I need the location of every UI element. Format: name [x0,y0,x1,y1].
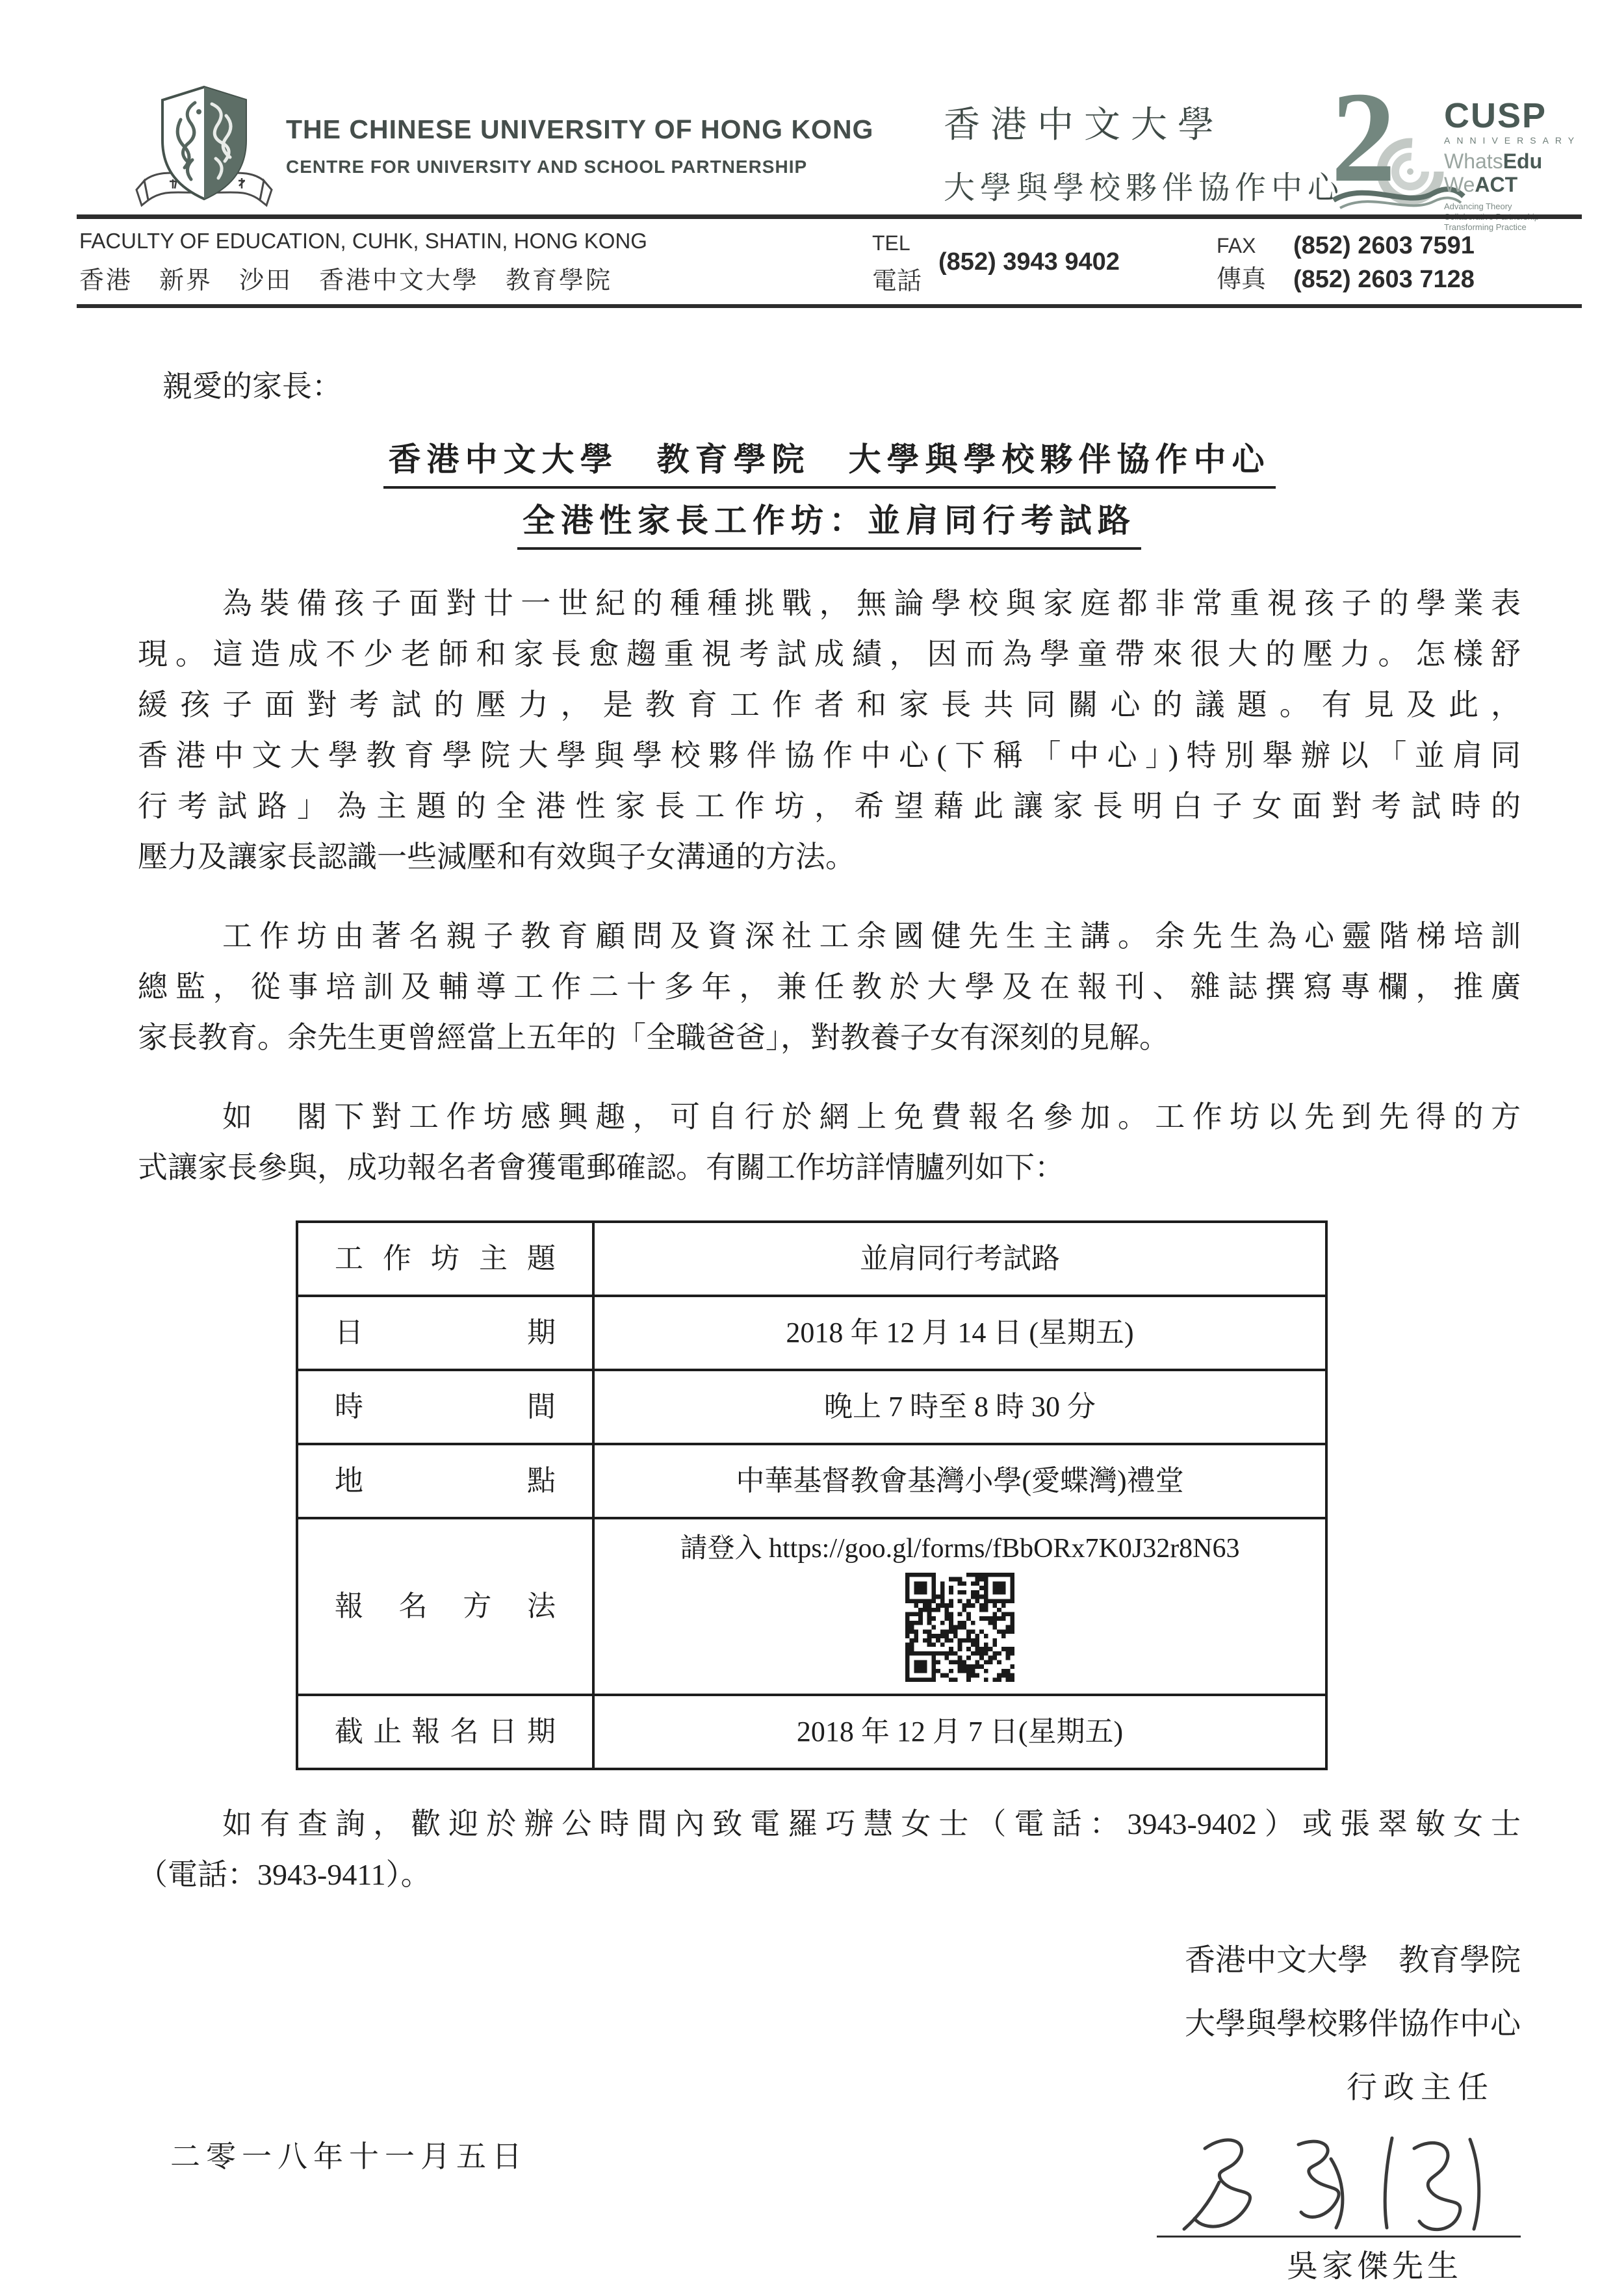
row-label: 地點 [297,1444,593,1518]
row-label: 截止報名日期 [297,1695,593,1769]
paragraph-3-line: 式讓家長參與，成功報名者會獲電郵確認。有關工作坊詳情臚列如下： [138,1151,1065,1184]
row-value: 中華基督教會基灣小學(愛蝶灣)禮堂 [593,1444,1326,1518]
fax-label-en: FAX [1217,234,1256,257]
qr-code [905,1573,1014,1682]
registration-url: https://goo.gl/forms/fBbORx7K0J32r8N63 [768,1534,1240,1564]
cusp-tagline-1: Advancing Theory [1444,201,1512,211]
paragraph-1-line: 壓力及讓家長認識一些減壓和有效與子女溝通的方法。 [138,840,855,873]
cusp-brand-whatsedu [1444,149,1581,173]
cusp-tagline-3: Transforming Practice [1444,222,1527,232]
registration-url-line [602,1529,1317,1569]
cusp-brand-we: We [1444,173,1475,196]
fax-block [1217,229,1475,296]
signatory-name: 吳家傑先生 [1286,2249,1462,2284]
row-label: 日期 [297,1296,593,1370]
centre-name-zh: 大學與學校夥伴協作中心 [944,171,1345,205]
table-row [297,1444,1326,1518]
cusp-numeral-2: 2 [1331,73,1396,209]
table-row [297,1695,1326,1769]
paragraph-4-line: 如有查詢，歡迎於辦公時間內致電羅巧慧女士（電話：3943-9402）或張翠敏女士 [222,1807,1521,1840]
handwritten-signature [1157,2122,1521,2239]
cusp-brand-whats: Whats [1444,149,1503,173]
letter-title [138,441,1521,550]
tel-label-zh: 電話 [872,268,922,295]
registration-prefix: 請登入 [680,1534,762,1564]
signature-block [138,1929,1521,2296]
tel-label-en: TEL [872,231,910,255]
workshop-details-table [296,1220,1328,1770]
signature-org-line1: 香港中文大學 教育學院 [1185,1944,1521,1978]
paragraph-4-line: （電話：3943-9411）。 [138,1858,431,1891]
cuhk-shield-logo [135,82,273,223]
paragraph-2 [138,911,1521,1063]
cusp-brand-edu: Edu [1503,149,1543,173]
letter-date: 二零一八年十一月五日 [170,2140,528,2173]
paragraph-4 [138,1799,1521,1900]
paragraph-1-line: 緩孩子面對考試的壓力，是教育工作者和家長共同關心的議題。有見及此， [138,688,1521,721]
paragraph-3 [138,1092,1521,1193]
paragraph-2-line: 工作坊由著名親子教育顧問及資深社工余國健先生主講。余先生為心靈階梯培訓 [222,920,1521,953]
tel-number: (852) 3943 9402 [938,248,1120,276]
paragraph-3-line: 如 閣下對工作坊感興趣，可自行於網上免費報名參加。工作坊以先到先得的方 [222,1100,1521,1133]
signature-role: 行政主任 [1347,2071,1495,2105]
paragraph-1-line: 為裝備孩子面對廿一世紀的種種挑戰，無論學校與家庭都非常重視孩子的學業表 [222,587,1521,620]
row-label: 時間 [297,1370,593,1444]
paragraph-2-line: 家長教育。余先生更曾經當上五年的「全職爸爸」，對教養子女有深刻的見解。 [138,1021,1169,1054]
table-row [297,1222,1326,1296]
row-value [593,1518,1326,1695]
paragraph-2-line: 總監，從事培訓及輔導工作二十多年，兼任教於大學及在報刊、雜誌撰寫專欄，推廣 [138,970,1521,1003]
paragraph-1-line: 現。這造成不少老師和家長愈趨重視考試成績，因而為學童帶來很大的壓力。怎樣舒 [138,638,1521,671]
centre-name-en: CENTRE FOR UNIVERSITY AND SCHOOL PARTNERSHIP [286,157,808,177]
paragraph-1-line: 香港中文大學教育學院大學與學校夥伴協作中心(下稱「中心」)特別舉辦以「並肩同 [138,739,1521,772]
letter-title-line2: 全港性家長工作坊：並肩同行考試路 [517,502,1141,550]
row-value: 並肩同行考試路 [593,1222,1326,1296]
cusp-brand-act: ACT [1475,173,1518,196]
row-value: 2018 年 12 月 14 日 (星期五) [593,1296,1326,1370]
tel-block [872,231,1120,296]
university-name-en: THE CHINESE UNIVERSITY OF HONG KONG [286,114,874,144]
header-divider-top [77,214,1582,219]
paragraph-1-line: 行考試路」為主題的全港性家長工作坊，希望藉此讓家長明白子女面對考試時的 [138,790,1521,823]
faculty-address [79,229,647,296]
letter-body [138,361,1521,2296]
cusp-brand-weact [1444,173,1581,196]
row-value: 2018 年 12 月 7 日(星期五) [593,1695,1326,1769]
fax-number-2: (852) 2603 7128 [1293,266,1475,293]
faculty-address-en: FACULTY OF EDUCATION, CUHK, SHATIN, HONG KONG [79,229,647,253]
header-divider-bottom [77,304,1582,308]
row-label: 報名方法 [297,1518,593,1695]
cusp-20th-anniversary-logo [1330,73,1590,233]
university-name-zh: 香港中文大學 [944,105,1224,146]
letter-title-line1: 香港中文大學 教育學院 大學與學校夥伴協作中心 [383,441,1276,489]
fax-number-1: (852) 2603 7591 [1293,232,1475,259]
row-label: 工作坊主題 [297,1222,593,1296]
fax-label-zh: 傳真 [1217,266,1267,293]
table-row [297,1296,1326,1370]
row-value: 晚上 7 時至 8 時 30 分 [593,1370,1326,1444]
salutation: 親愛的家長： [162,370,342,403]
table-row-registration [297,1518,1326,1695]
paragraph-1 [138,578,1521,883]
signature-org-line2: 大學與學校夥伴協作中心 [1185,2007,1521,2041]
cusp-acronym: CUSP [1444,96,1547,135]
cusp-anniversary-label: ANNIVERSARY [1444,135,1581,146]
table-row [297,1370,1326,1444]
faculty-address-zh: 香港 新界 沙田 香港中文大學 教育學院 [79,267,613,294]
